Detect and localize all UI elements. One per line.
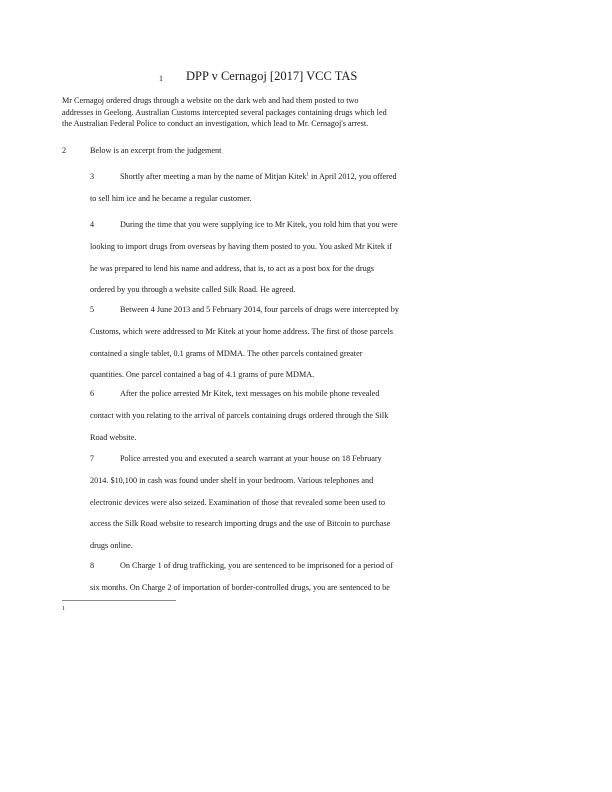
paragraph-line: Customs, which were addressed to Mr Kitek at your home address. The first of those parcels [90,326,393,336]
item-text: Below is an excerpt from the judgement [90,146,222,155]
paragraph-number: 8 [90,561,95,570]
judgement-paragraph [90,555,530,599]
page-title: DPP v Cernagoj [2017] VCC TAS [186,69,358,83]
paragraph-number: 3 [90,172,95,181]
paragraph-line: contained a single tablet, 0.1 grams of MDMA. The other parcels contained greater [90,348,363,358]
paragraph-line: electronic devices were also seized. Examination of those that revealed some been used to [90,497,386,507]
judgement-paragraph [90,166,530,210]
intro-line: Mr Cernagoj ordered drugs through a website on the dark web and had them posted to two [62,96,359,105]
intro-paragraph [62,95,532,130]
paragraph-line: Road website. [90,432,137,442]
intro-line: addresses in Geelong. Australian Customs intercepted several packages containing drugs which led [62,107,387,117]
judgement-paragraph [90,448,530,557]
paragraph-line: access the Silk Road website to research importing drugs and the use of Bitcoin to purchase [90,519,391,529]
paragraph-text: Between 4 June 2013 and 5 February 2014, four parcels of drugs were intercepted by [120,305,399,314]
paragraph-line: 2014. $10,100 in cash was found under shelf in your bedroom. Various telephones and [90,475,374,485]
paragraph-text: On Charge 1 of drug trafficking, you are sentenced to be imprisoned for a period of [120,561,393,570]
paragraph-line: ordered by you through a website called Silk Road. He agreed. [90,285,296,295]
paragraph-text: During the time that you were supplying ice to Mr Kitek, you told him that you were [120,220,398,229]
paragraph-line: quantities. One parcel contained a bag of 4.1 grams of pure MDMA. [90,370,315,380]
paragraph-line: drugs online. [90,541,133,551]
judgement-paragraph [90,299,530,386]
paragraph-line: six months. On Charge 2 of importation of border-controlled drugs, you are sentenced to be [90,582,390,592]
title-footnote-marker: 1 [159,74,163,83]
paragraph-number: 6 [90,389,95,398]
paragraph-number: 4 [90,220,95,229]
item-number: 2 [62,146,67,155]
judgement-paragraph [90,383,530,448]
paragraph-line: he was prepared to lend his name and address, that is, to act as a post box for the drugs [90,263,374,273]
paragraph-line: contact with you relating to the arrival of parcels containing drugs ordered through the Silk [90,410,389,420]
paragraph-number: 5 [90,305,95,314]
paragraph-line: looking to import drugs from overseas by having them posted to you. You asked Mr Kitek if [90,241,392,251]
paragraph-number: 7 [90,454,95,463]
paragraph-text: Police arrested you and executed a search warrant at your house on 18 February [120,454,382,463]
footnote-reference[interactable]: 1 [306,172,309,178]
paragraph-text: in April 2012, you offered [308,172,397,181]
footnote-separator [62,600,176,601]
footnote-number: 1 [62,606,65,612]
judgement-paragraph [90,214,530,301]
intro-line: the Australian Federal Police to conduct an investigation, which lead to Mr. Cernagoj's arrest. [62,119,369,129]
paragraph-line: to sell him ice and he became a regular customer. [90,193,252,203]
paragraph-text: Shortly after meeting a man by the name of Mitjan Kitek [120,172,307,181]
paragraph-text: After the police arrested Mr Kitek, text messages on his mobile phone revealed [120,389,380,398]
